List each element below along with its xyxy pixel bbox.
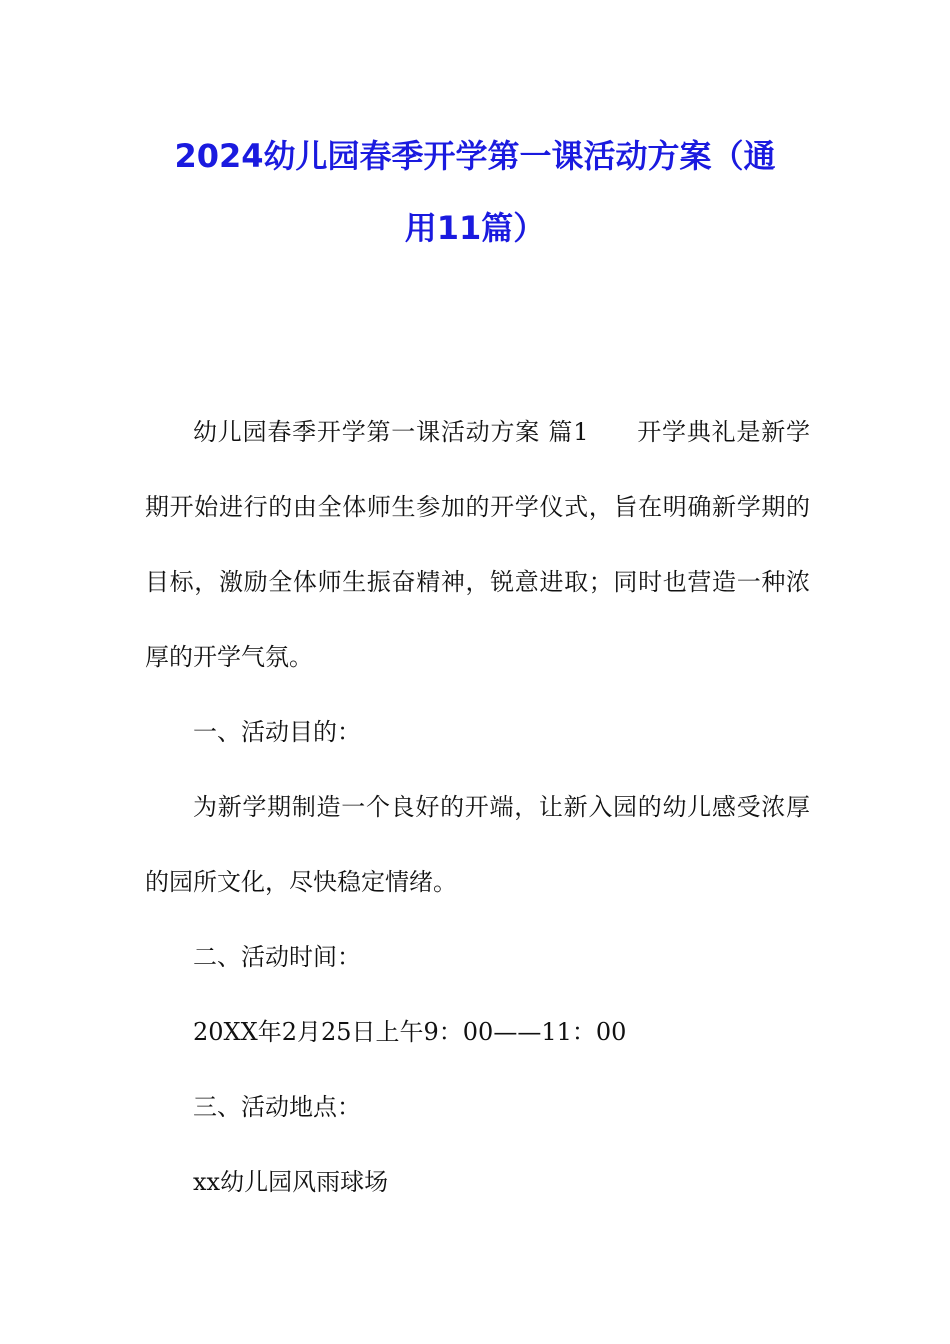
section-text-purpose: 为新学期制造一个良好的开端，让新入园的幼儿感受浓厚的园所文化，尽快稳定情绪。 (145, 793, 810, 896)
document-title (120, 120, 830, 264)
section-text-time: 20XX年2月25日上午9：00——11：00 (193, 1018, 627, 1046)
document-body (145, 395, 810, 1220)
document-title-line-1: 2024幼儿园春季开学第一课活动方案（通 (174, 137, 776, 175)
intro-paragraph (145, 395, 810, 695)
section-heading-location: 三、活动地点： (193, 1093, 361, 1121)
intro-text: 开学典礼是新学期开始进行的由全体师生参加的开学仪式，旨在明确新学期的目标，激励全体师生振奋精神，锐意进取；同时也营造一种浓厚的开学气氛。 (145, 418, 810, 671)
document-title-line-2: 用11篇） (404, 209, 546, 247)
section-heading-purpose: 一、活动目的： (193, 718, 361, 746)
section-text-location: xx幼儿园风雨球场 (193, 1168, 389, 1196)
plan-heading: 幼儿园春季开学第一课活动方案 篇1 (193, 418, 589, 446)
section-heading-time: 二、活动时间： (193, 943, 361, 971)
